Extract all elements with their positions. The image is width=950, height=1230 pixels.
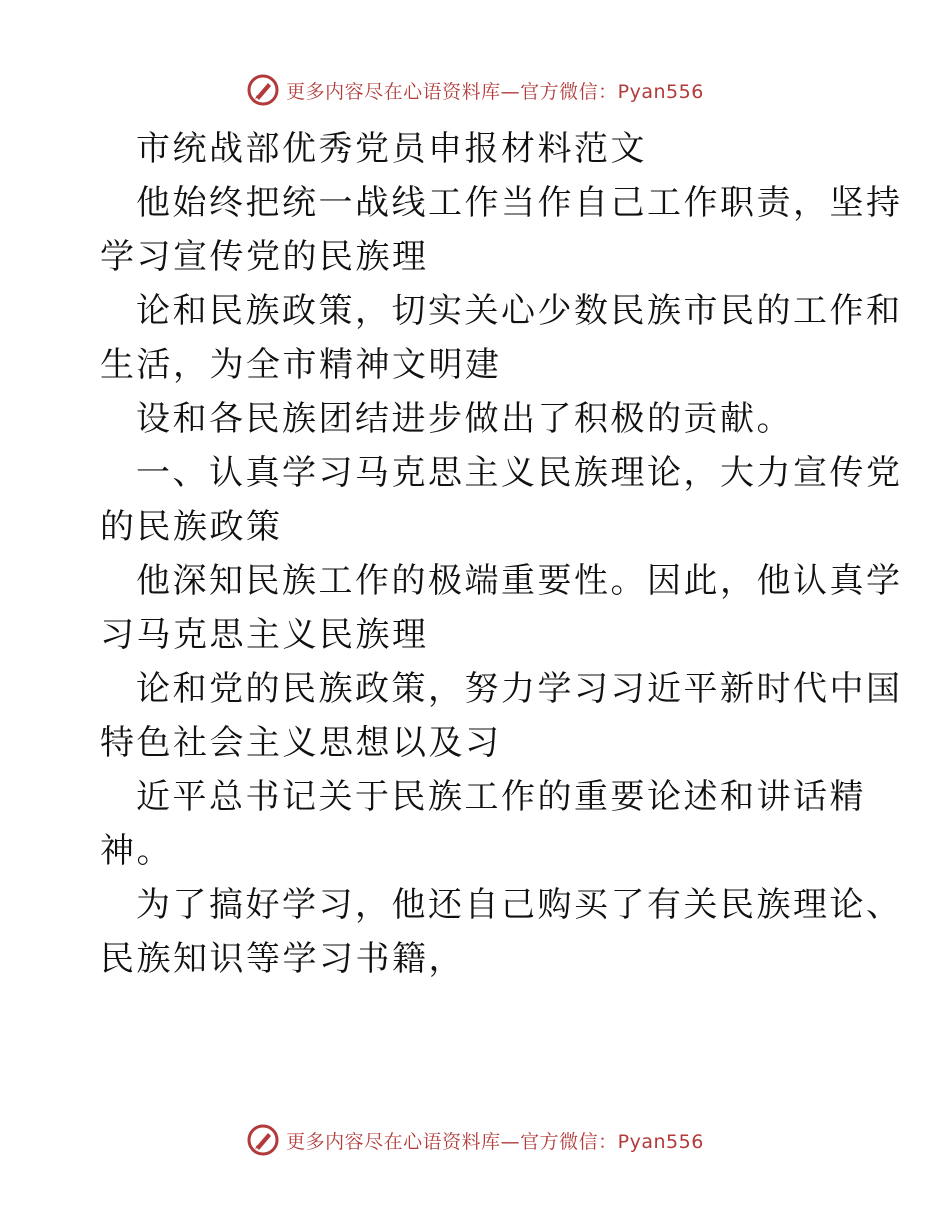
pen-logo-icon xyxy=(246,73,280,107)
paragraph-line: 民族知识等学习书籍， xyxy=(100,939,465,979)
paragraph-line: 设和各民族团结进步做出了积极的贡献。 xyxy=(136,399,793,439)
paragraph-line: 特色社会主义思想以及习 xyxy=(100,723,502,763)
paragraph-line: 学习宣传党的民族理 xyxy=(100,237,429,277)
paragraph-line: 近平总书记关于民族工作的重要论述和讲话精 xyxy=(136,777,866,817)
footer-watermark-banner xyxy=(0,1120,950,1160)
document-body xyxy=(100,122,903,986)
header-watermark-banner xyxy=(0,70,950,110)
paragraph-line: 习马克思主义民族理 xyxy=(100,615,429,655)
paragraph-line: 他始终把统一战线工作当作自己工作职责，坚持 xyxy=(136,183,903,223)
paragraph-line: 他深知民族工作的极端重要性。因此，他认真学 xyxy=(136,561,903,601)
section-heading-continued: 的民族政策 xyxy=(100,507,283,547)
document-title: 市统战部优秀党员申报材料范文 xyxy=(136,129,647,169)
paragraph-line: 论和党的民族政策，努力学习习近平新时代中国 xyxy=(136,669,903,709)
watermark-text: 更多内容尽在心语资料库—官方微信：Pyan556 xyxy=(286,80,704,103)
paragraph-line: 神。 xyxy=(100,831,173,871)
pen-logo-icon xyxy=(246,1123,280,1157)
paragraph-line: 生活，为全市精神文明建 xyxy=(100,345,502,385)
paragraph-line: 为了搞好学习，他还自己购买了有关民族理论、 xyxy=(136,885,903,925)
section-heading: 一、认真学习马克思主义民族理论，大力宣传党 xyxy=(136,453,903,493)
watermark-text: 更多内容尽在心语资料库—官方微信：Pyan556 xyxy=(286,1130,704,1153)
paragraph-line: 论和民族政策，切实关心少数民族市民的工作和 xyxy=(136,291,903,331)
